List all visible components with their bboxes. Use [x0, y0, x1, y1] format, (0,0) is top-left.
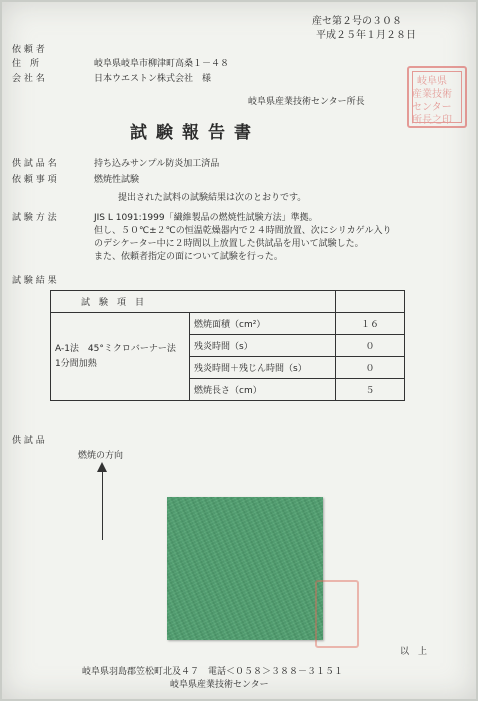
direction-arrow: [102, 470, 103, 540]
method-label: 試 験 方 法: [12, 213, 57, 223]
result-value: １６: [336, 313, 405, 335]
company-label: 会 社 名: [12, 74, 45, 84]
method-line-4: また、依頼者指定の面について試験を行った。: [94, 252, 283, 262]
request-label: 依 頼 事 項: [12, 175, 57, 185]
specimen-label: 供 試 品: [12, 436, 45, 446]
result-item: 燃焼面積（cm²）: [190, 313, 336, 335]
result-value: ０: [336, 357, 405, 379]
table-row: [51, 291, 405, 313]
seal-overlap: [315, 580, 359, 648]
sample-name: 持ち込みサンプル防炎加工済品: [94, 159, 220, 169]
sample-name-label: 供 試 品 名: [12, 159, 57, 169]
client-address: 岐阜県岐阜市柳津町高桑１－４８: [94, 59, 230, 69]
table-row: [51, 313, 405, 335]
document-number: 産セ第２号の３０８: [312, 16, 402, 27]
issuer-name: 岐阜県産業技術センター所長: [248, 97, 365, 107]
method-line-3: のデシケーター中に２時間以上放置した供試品を用いて試験した。: [94, 239, 364, 249]
results-label: 試 験 結 果: [12, 276, 57, 286]
intro-text: 提出された試料の試験結果は次のとおりです。: [118, 193, 307, 203]
issue-date: 平成２５年１月２８日: [316, 30, 416, 41]
fabric-sample: [167, 497, 323, 640]
client-company: 日本ウエストン株式会社 様: [94, 74, 212, 84]
result-item: 残炎時間（s）: [190, 335, 336, 357]
result-item: 残炎時間＋残じん時間（s）: [190, 357, 336, 379]
address-label: 住 所: [12, 59, 40, 69]
end-mark: 以 上: [400, 647, 428, 657]
method-line-1: JIS L 1091:1999「繊維製品の燃焼性試験方法」準拠。: [94, 213, 318, 223]
table-header: 試 験 項 目: [51, 291, 336, 313]
request-item: 燃焼性試験: [94, 175, 140, 185]
method-line-2: 但し、５０℃±２℃の恒温乾燥器内で２４時間放置、次にシリカゲル入り: [94, 226, 392, 236]
burn-direction-label: 燃焼の方向: [78, 451, 124, 461]
result-value: ０: [336, 335, 405, 357]
results-table: [50, 290, 405, 401]
test-method-cell: A-1法 45°ミクロバーナー法 1分間加熱: [51, 313, 190, 401]
result-item: 燃焼長さ（cm）: [190, 379, 336, 401]
result-value: ５: [336, 379, 405, 401]
official-seal: 岐阜県 産業技術 センター 所長之印: [407, 66, 467, 128]
footer-address: 岐阜県羽島郡笠松町北及４７ 電話＜０５８＞３８８－３１５１: [82, 667, 344, 677]
report-title: 試験報告書: [130, 123, 260, 143]
client-label: 依 頼 者: [12, 45, 45, 55]
footer-organization: 岐阜県産業技術センター: [170, 680, 269, 690]
